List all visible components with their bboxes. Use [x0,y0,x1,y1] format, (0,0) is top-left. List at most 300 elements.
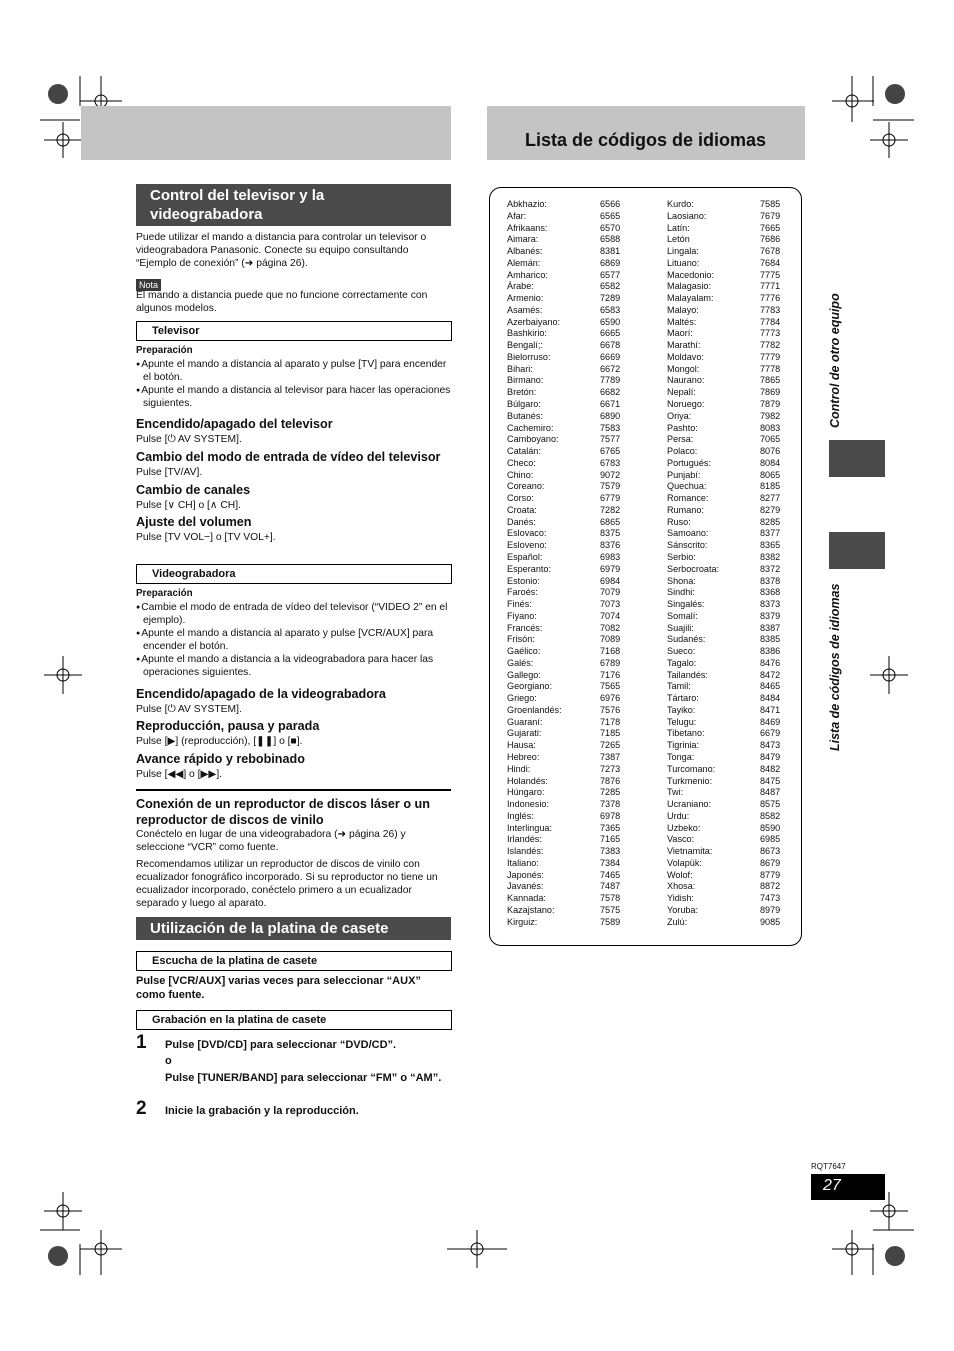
language-code: 7289 [600,293,621,304]
language-code: 7065 [760,434,781,445]
language-name: Fiyano: [507,610,537,621]
language-name: Bielorruso: [507,351,551,362]
language-name: Hausa: [507,740,536,751]
language-name: Urdu: [667,810,690,821]
table-row [667,364,787,376]
language-name: Esperanto: [507,563,551,574]
table-row [507,870,637,882]
table-row [667,528,787,540]
language-code: 6890 [600,410,621,421]
language-code: 8779 [760,869,781,880]
table-row [507,434,637,446]
language-code: 7784 [760,316,781,327]
table-row [667,258,787,270]
language-name: Suajili: [667,622,694,633]
tv-op-desc: Pulse [TV VOL−] o [TV VOL+]. [136,532,276,543]
language-name: Italiano: [507,857,539,868]
language-code: 7185 [600,728,621,739]
language-code: 7665 [760,222,781,233]
table-row [667,670,787,682]
table-row [507,493,637,505]
language-name: Coreano: [507,481,545,492]
language-code: 7982 [760,410,781,421]
table-row [507,611,637,623]
language-name: Bengalí;: [507,340,543,351]
language-code: 6577 [600,269,621,280]
language-code: 6865 [600,516,621,527]
section-title-tv-vcr: Control del televisor y la videograbadora [136,184,451,226]
language-code: 7575 [600,904,621,915]
language-code: 8377 [760,528,781,539]
language-name: Albanés: [507,246,543,257]
table-row [507,552,637,564]
language-name: Catalán: [507,446,541,457]
language-name: Maorí: [667,328,693,339]
list-item: ● Apunte el mando a distancia al televisor para hacer las operaciones siguientes. [136,384,452,410]
language-code: 7865 [760,375,781,386]
language-code: 6869 [600,257,621,268]
language-code: 8484 [760,693,781,704]
language-name: Hebreo: [507,751,540,762]
intro-text: Puede utilizar el mando a distancia para controlar un televisor o videograbadora Panasonic. Conecte su equipo consultando “Ejemplo de conexión” (➜ página 26). [136,232,427,269]
language-code: 6985 [760,834,781,845]
table-row [507,517,637,529]
language-name: Laosiano: [667,210,707,221]
page-title: Lista de códigos de idiomas [525,130,767,150]
list-item: ● Apunte el mando a distancia a la videograbadora para hacer las operaciones siguientes. [136,653,452,679]
language-name: Esloveno: [507,540,547,551]
table-row [507,199,637,211]
table-row [507,740,637,752]
language-code: 6665 [600,328,621,339]
language-code: 6979 [600,563,621,574]
language-code: 6983 [600,551,621,562]
table-row [507,846,637,858]
language-name: Serbocroata: [667,563,720,574]
table-row [667,375,787,387]
step-1-number: 1 [136,1032,147,1053]
list-item: ● Apunte el mando a distancia al aparato y pulse [TV] para encender el botón. [136,358,452,384]
language-name: Lituano: [667,257,700,268]
table-row [507,905,637,917]
tv-op-desc: Pulse [TV/AV]. [136,467,203,478]
table-row [507,470,637,482]
language-name: Sudanés: [667,634,706,645]
table-row [667,399,787,411]
vcr-op-desc: Pulse [◀◀] o [▶▶]. [136,769,223,780]
tv-op-desc: Pulse [∨ CH] o [∧ CH]. [136,500,241,511]
table-row [667,517,787,529]
vcr-op-title: Avance rápido y rebobinado [136,752,305,766]
table-row [667,846,787,858]
language-name: Faroés: [507,587,538,598]
language-name: Gallego: [507,669,541,680]
step-2-text: Inicie la grabación y la reproducción. [165,1105,359,1117]
table-row [667,634,787,646]
language-name: Afrikaans: [507,222,548,233]
language-code: 6679 [760,728,781,739]
language-name: Finés: [507,599,532,610]
table-row [667,611,787,623]
language-name: Bretón: [507,387,537,398]
table-row [507,293,637,305]
language-code: 7265 [600,740,621,751]
table-row [507,670,637,682]
language-code: 8482 [760,763,781,774]
table-row [667,505,787,517]
language-name: Guaraní: [507,716,543,727]
language-name: Somalí: [667,610,698,621]
language-code: 7578 [600,893,621,904]
table-row [667,423,787,435]
table-row [667,599,787,611]
language-code: 8083 [760,422,781,433]
language-name: Indonesio: [507,799,549,810]
language-code: 6976 [600,693,621,704]
language-name: Croata: [507,504,537,515]
language-name: Polaco: [667,446,698,457]
language-code: 7679 [760,210,781,221]
language-code: 8465 [760,681,781,692]
language-code: 7876 [600,775,621,786]
language-name: Vasco: [667,834,695,845]
language-name: Tigrinia: [667,740,700,751]
language-code: 8386 [760,646,781,657]
language-name: Telugu: [667,716,697,727]
language-name: Irlandés: [507,834,542,845]
language-name: Corso: [507,493,534,504]
table-row [507,375,637,387]
language-name: Marathí: [667,340,701,351]
language-code: 7684 [760,257,781,268]
language-code: 8471 [760,704,781,715]
language-name: Naurano: [667,375,705,386]
language-name: Islandés: [507,846,544,857]
table-row [507,340,637,352]
language-code: 6570 [600,222,621,233]
language-code: 7273 [600,763,621,774]
language-code: 7285 [600,787,621,798]
language-name: Gujarati: [507,728,542,739]
language-code: 7782 [760,340,781,351]
language-code: 6765 [600,446,621,457]
language-name: Armenio: [507,293,544,304]
table-row [507,399,637,411]
language-code: 8076 [760,446,781,457]
step-1-text-a: Pulse [DVD/CD] para seleccionar “DVD/CD”. [165,1039,397,1051]
language-name: Búlgaro: [507,399,541,410]
language-code: 7178 [600,716,621,727]
language-code: 7089 [600,634,621,645]
language-code: 7585 [760,199,781,209]
table-row [667,893,787,905]
language-name: Japonés: [507,869,544,880]
table-row [667,446,787,458]
language-name: Camboyano: [507,434,559,445]
record-label-box: Grabación en la platina de casete [136,1010,452,1030]
language-code: 7576 [600,704,621,715]
table-row [667,646,787,658]
language-code: 7074 [600,610,621,621]
table-row [507,705,637,717]
language-name: Francés: [507,622,543,633]
page-number-box [811,1174,885,1200]
language-code: 7775 [760,269,781,280]
language-name: Malayo: [667,304,699,315]
language-code: 8285 [760,516,781,527]
language-name: Xhosa: [667,881,696,892]
table-row [507,858,637,870]
language-name: Malayalam: [667,293,714,304]
language-name: Estonio: [507,575,540,586]
vcr-label-box: Videograbadora [136,564,452,584]
language-name: Yoruba: [667,904,699,915]
table-row [507,446,637,458]
language-name: Latín: [667,222,690,233]
language-column-left [507,199,637,928]
table-row [667,717,787,729]
language-name: Vietnamita: [667,846,713,857]
table-row [667,458,787,470]
table-row [667,352,787,364]
language-code: 7779 [760,351,781,362]
language-name: Bihari: [507,363,533,374]
language-name: Butanés: [507,410,543,421]
language-code: 7487 [600,881,621,892]
language-name: Moldavo: [667,351,704,362]
language-code: 8368 [760,587,781,598]
language-code: 7365 [600,822,621,833]
tv-op-title: Encendido/apagado del televisor [136,417,333,431]
language-name: Malagasio: [667,281,711,292]
section-title-cassette: Utilización de la platina de casete [136,917,451,940]
language-code: 8065 [760,469,781,480]
table-row [667,470,787,482]
language-code: 7577 [600,434,621,445]
table-row [667,552,787,564]
language-name: Birmano: [507,375,544,386]
language-name: Azerbaiyano: [507,316,561,327]
table-row [667,434,787,446]
language-name: Georgiano: [507,681,552,692]
language-code: 6779 [600,493,621,504]
table-row [507,317,637,329]
language-name: Singalés: [667,599,705,610]
table-row [667,834,787,846]
language-name: Galés: [507,657,534,668]
language-name: Turcomano: [667,763,716,774]
language-name: Frisón: [507,634,535,645]
table-row [507,528,637,540]
table-row [667,658,787,670]
language-name: Tamil: [667,681,691,692]
language-name: Afar: [507,210,527,221]
language-code: 7869 [760,387,781,398]
language-code: 6671 [600,399,621,410]
table-row [507,728,637,740]
vcr-op-desc: Pulse [⏻ AV SYSTEM]. [136,704,242,715]
language-code: 7465 [600,869,621,880]
table-row [507,540,637,552]
table-row [507,364,637,376]
table-row [667,905,787,917]
table-row [507,764,637,776]
table-row [667,811,787,823]
step-1-text-b: Pulse [TUNER/BAND] para seleccionar “FM” o “AM”. [165,1072,442,1084]
language-code: 6978 [600,810,621,821]
table-row [507,599,637,611]
table-row [667,881,787,893]
table-row [507,752,637,764]
language-name: Maltés: [667,316,697,327]
language-code: 8385 [760,634,781,645]
table-row [507,658,637,670]
language-code: 7778 [760,363,781,374]
table-row [667,281,787,293]
language-name: Portugués: [667,457,711,468]
table-row [667,587,787,599]
table-row [667,387,787,399]
language-code: 8277 [760,493,781,504]
language-code: 7771 [760,281,781,292]
table-row [667,293,787,305]
language-code: 6590 [600,316,621,327]
table-row [507,458,637,470]
laser-p1: Conéctelo en lugar de una videograbadora (➜ página 26) y seleccione “VCR” como fuente. [136,829,406,853]
table-row [507,481,637,493]
listen-label-box: Escucha de la platina de casete [136,951,452,971]
language-name: Asamés: [507,304,543,315]
language-name: Griego: [507,693,537,704]
table-row [507,646,637,658]
language-name: Aimara: [507,234,539,245]
table-row [507,634,637,646]
tv-prep-list [136,358,452,410]
language-code: 8582 [760,810,781,821]
nota-text: El mando a distancia puede que no funcione correctamente con algunos modelos. [136,290,428,314]
table-row [667,305,787,317]
vcr-prep-list [136,601,452,679]
table-row [507,211,637,223]
language-code: 7776 [760,293,781,304]
language-code: 6565 [600,210,621,221]
language-name: Árabe: [507,281,534,292]
table-row [507,834,637,846]
language-name: Zulú: [667,916,688,927]
sidebar-tab-language-codes[interactable] [829,532,885,569]
table-row [667,564,787,576]
table-row [507,917,637,929]
table-row [667,199,787,211]
language-name: Mongol: [667,363,700,374]
language-code: 6682 [600,387,621,398]
language-name: Pashto: [667,422,698,433]
sidebar-tab-other-equipment[interactable] [829,440,885,477]
table-row [667,776,787,788]
language-code: 7383 [600,846,621,857]
language-name: Samoano: [667,528,709,539]
language-code: 7384 [600,857,621,868]
laser-title: Conexión de un reproductor de discos láser o un reproductor de discos de vinilo [136,797,430,827]
vcr-op-title: Reproducción, pausa y parada [136,719,320,733]
table-row [667,728,787,740]
language-name: Lingala: [667,246,699,257]
language-code: 7589 [600,916,621,927]
table-row [667,858,787,870]
language-code: 6783 [600,457,621,468]
language-name: Gaélico: [507,646,541,657]
table-row [667,917,787,929]
language-code: 8378 [760,575,781,586]
language-code: 6984 [600,575,621,586]
table-row [507,505,637,517]
language-code: 8479 [760,751,781,762]
language-code: 7773 [760,328,781,339]
list-item: ● Apunte el mando a distancia al aparato y pulse [VCR/AUX] para encender el botón. [136,627,452,653]
language-code: 7686 [760,234,781,245]
step-1-or: o [165,1055,172,1067]
language-code: 8382 [760,551,781,562]
vcr-op-desc: Pulse [▶] (reproducción), [❚❚] o [■]. [136,736,303,747]
language-code: 7387 [600,751,621,762]
language-code: 6582 [600,281,621,292]
language-name: Uzbeko: [667,822,701,833]
language-code: 8476 [760,657,781,668]
language-code: 8084 [760,457,781,468]
table-row [667,740,787,752]
table-row [667,823,787,835]
language-code: 7678 [760,246,781,257]
language-name: Cachemiro: [507,422,554,433]
language-code: 8590 [760,822,781,833]
left-header-band [81,106,451,160]
table-row [507,811,637,823]
table-row [507,681,637,693]
table-row [507,352,637,364]
language-code: 7565 [600,681,621,692]
language-code: 8679 [760,857,781,868]
language-code: 8472 [760,669,781,680]
table-row [507,234,637,246]
table-row [667,246,787,258]
table-row [507,576,637,588]
table-row [507,787,637,799]
table-row [507,270,637,282]
language-code: 7282 [600,504,621,515]
language-code: 6583 [600,304,621,315]
language-code: 8185 [760,481,781,492]
language-name: Kannada: [507,893,546,904]
language-name: Groenlandés: [507,704,562,715]
vcr-prep-label: Preparación [136,588,193,599]
language-code: 8372 [760,563,781,574]
table-row [667,764,787,776]
table-row [507,776,637,788]
table-row [667,328,787,340]
language-name: Tagalo: [667,657,697,668]
tv-label-box: Televisor [136,321,452,341]
language-name: Amharico: [507,269,548,280]
language-code: 8279 [760,504,781,515]
list-item: ● Cambie el modo de entrada de vídeo del televisor (“VIDEO 2” en el ejemplo). [136,601,452,627]
table-row [507,881,637,893]
language-code: 7165 [600,834,621,845]
table-row [667,799,787,811]
language-name: Tibetano: [667,728,705,739]
table-row [667,870,787,882]
table-row [667,234,787,246]
language-code: 6789 [600,657,621,668]
